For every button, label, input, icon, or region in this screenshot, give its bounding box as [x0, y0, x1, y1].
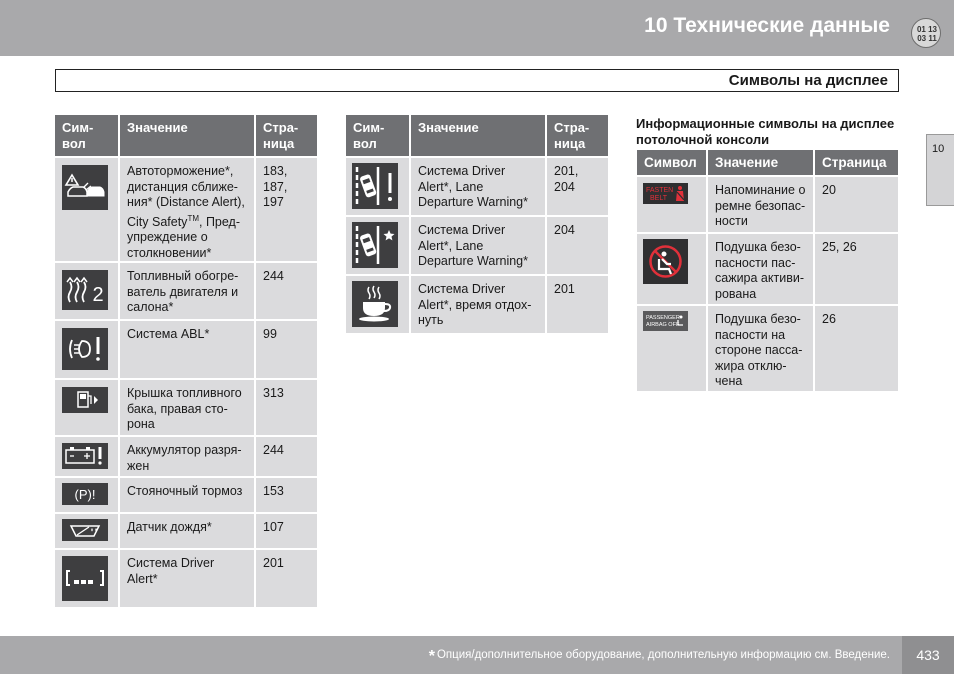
table-row — [55, 158, 317, 261]
side-tab-label: 10 — [932, 143, 945, 155]
table-header-row — [346, 115, 608, 156]
fasten-belt-line-1: FASTEN — [646, 187, 674, 194]
fasten-belt-icon — [643, 183, 688, 204]
section-title: Символы на дисплее — [728, 72, 888, 89]
page-cell: 313 — [256, 380, 317, 435]
page-cell: 183, 187, 197 — [256, 158, 317, 261]
fuel-cap-right-icon — [62, 387, 108, 413]
section-title-box — [55, 69, 899, 92]
passenger-airbag-off-icon — [643, 311, 688, 331]
symbol-cell — [637, 177, 706, 232]
header-symbol: Сим- вол — [346, 115, 409, 156]
meaning-cell: Система ABL* — [120, 321, 254, 378]
page-cell: 153 — [256, 478, 317, 512]
header-meaning: Значение — [708, 150, 813, 175]
page-header — [0, 0, 954, 56]
table-row — [637, 177, 898, 232]
meaning-cell: Стояночный тормоз — [120, 478, 254, 512]
meaning-cell: Крышка топливного бака, правая сто-рона — [120, 380, 254, 435]
page-cell: 25, 26 — [815, 234, 898, 304]
header-page: Стра- ница — [256, 115, 317, 156]
footnote-text: Опция/дополнительное оборудование, дополнительную информацию см. Введение. — [436, 649, 890, 661]
lane-departure-warning-icon — [352, 163, 398, 209]
page-footer — [0, 636, 954, 674]
page-cell: 201, 204 — [547, 158, 608, 215]
table-row — [346, 158, 608, 215]
symbols-table-3 — [637, 150, 898, 391]
page-number: 433 — [902, 636, 954, 674]
table-row — [637, 306, 898, 391]
collision-warning-icon — [62, 165, 108, 210]
table-row — [55, 263, 317, 319]
symbol-cell — [55, 550, 118, 607]
info-symbols-heading: Информационные символы на дисплее потолочной консоли — [636, 116, 895, 147]
symbol-cell — [55, 321, 118, 378]
fuel-heater-number: 2 — [92, 284, 104, 306]
chapter-chip-icon — [911, 18, 941, 48]
meaning-cell: Напоминание о ремне безопас-ности — [708, 177, 813, 232]
fuel-heater-icon — [62, 270, 108, 310]
table-header-row — [55, 115, 317, 156]
page-cell: 26 — [815, 306, 898, 391]
symbol-cell — [346, 158, 409, 215]
chapter-title: 10 Технические данные — [644, 14, 890, 37]
passenger-airbag-on-icon — [643, 239, 688, 284]
driver-alert-bar-icon — [62, 556, 108, 601]
page-cell: 244 — [256, 437, 317, 476]
fasten-belt-line-2: BELT — [650, 195, 667, 202]
table-row — [346, 276, 608, 333]
meaning-cell: Подушка безо-пасности пас-сажира активи-рована — [708, 234, 813, 304]
battery-discharged-icon — [62, 443, 108, 469]
symbol-cell — [55, 263, 118, 319]
lane-departure-star-icon — [352, 222, 398, 268]
table-row — [55, 514, 317, 548]
symbol-cell — [55, 380, 118, 435]
header-meaning: Значение — [411, 115, 545, 156]
table-row — [55, 380, 317, 435]
table-row — [55, 437, 317, 476]
symbol-cell — [637, 306, 706, 391]
page-cell: 244 — [256, 263, 317, 319]
page-cell: 201 — [256, 550, 317, 607]
meaning-cell: Система Driver Alert*, время отдох-нуть — [411, 276, 545, 333]
table-row — [55, 321, 317, 378]
coffee-cup-icon — [352, 281, 398, 327]
trademark-sup: TM — [187, 213, 199, 223]
header-page: Страница — [815, 150, 898, 175]
symbol-cell — [346, 217, 409, 274]
table-row — [637, 234, 898, 304]
parking-brake-text: (P)! — [74, 487, 96, 502]
meaning-cell: Аккумулятор разря-жен — [120, 437, 254, 476]
page-cell: 107 — [256, 514, 317, 548]
table-row — [55, 478, 317, 512]
header-page: Стра- ница — [547, 115, 608, 156]
chapter-side-tab[interactable] — [926, 134, 954, 206]
symbol-cell — [55, 514, 118, 548]
header-symbol: Сим- вол — [55, 115, 118, 156]
table-row — [346, 217, 608, 274]
symbols-table-1 — [55, 115, 317, 607]
airbag-off-line-2: AIRBAG OFF — [646, 322, 680, 328]
page-cell: 201 — [547, 276, 608, 333]
symbol-cell — [637, 234, 706, 304]
chip-line-1: 01 13 — [916, 25, 938, 34]
table-header-row — [637, 150, 898, 175]
header-meaning: Значение — [120, 115, 254, 156]
symbol-cell — [55, 478, 118, 512]
abl-warning-icon — [62, 328, 108, 370]
header-symbol: Символ — [637, 150, 706, 175]
chip-line-2: 03 11 — [917, 34, 937, 43]
meaning-cell: Система Driver Alert* — [120, 550, 254, 607]
meaning-cell: Подушка безо-пасности на стороне пасса-жира отклю-чена — [708, 306, 813, 391]
symbol-cell — [55, 437, 118, 476]
airbag-off-line-1: PASSENGER — [646, 315, 680, 321]
meaning-cell: Система Driver Alert*, Lane Departure Warning* — [411, 158, 545, 215]
parking-brake-icon — [62, 483, 108, 505]
page-cell: 99 — [256, 321, 317, 378]
page-cell: 20 — [815, 177, 898, 232]
rain-sensor-icon — [62, 519, 108, 541]
meaning-cell: Система Driver Alert*, Lane Departure Warning* — [411, 217, 545, 274]
footnote-star: * — [428, 648, 435, 665]
symbol-cell — [55, 158, 118, 261]
table-row — [55, 550, 317, 607]
meaning-text-rest: , Пред-упреждение о столкновении* — [127, 214, 241, 260]
meaning-text: Автоторможение*, дистанция сближе-ния* (Distance Alert), City Safety — [127, 164, 245, 229]
footnote — [429, 648, 890, 666]
page-cell: 204 — [547, 217, 608, 274]
meaning-cell: Датчик дождя* — [120, 514, 254, 548]
symbol-cell — [346, 276, 409, 333]
meaning-cell: Топливный обогре-ватель двигателя и салона* — [120, 263, 254, 319]
symbols-table-2 — [346, 115, 608, 333]
meaning-cell — [120, 158, 254, 261]
